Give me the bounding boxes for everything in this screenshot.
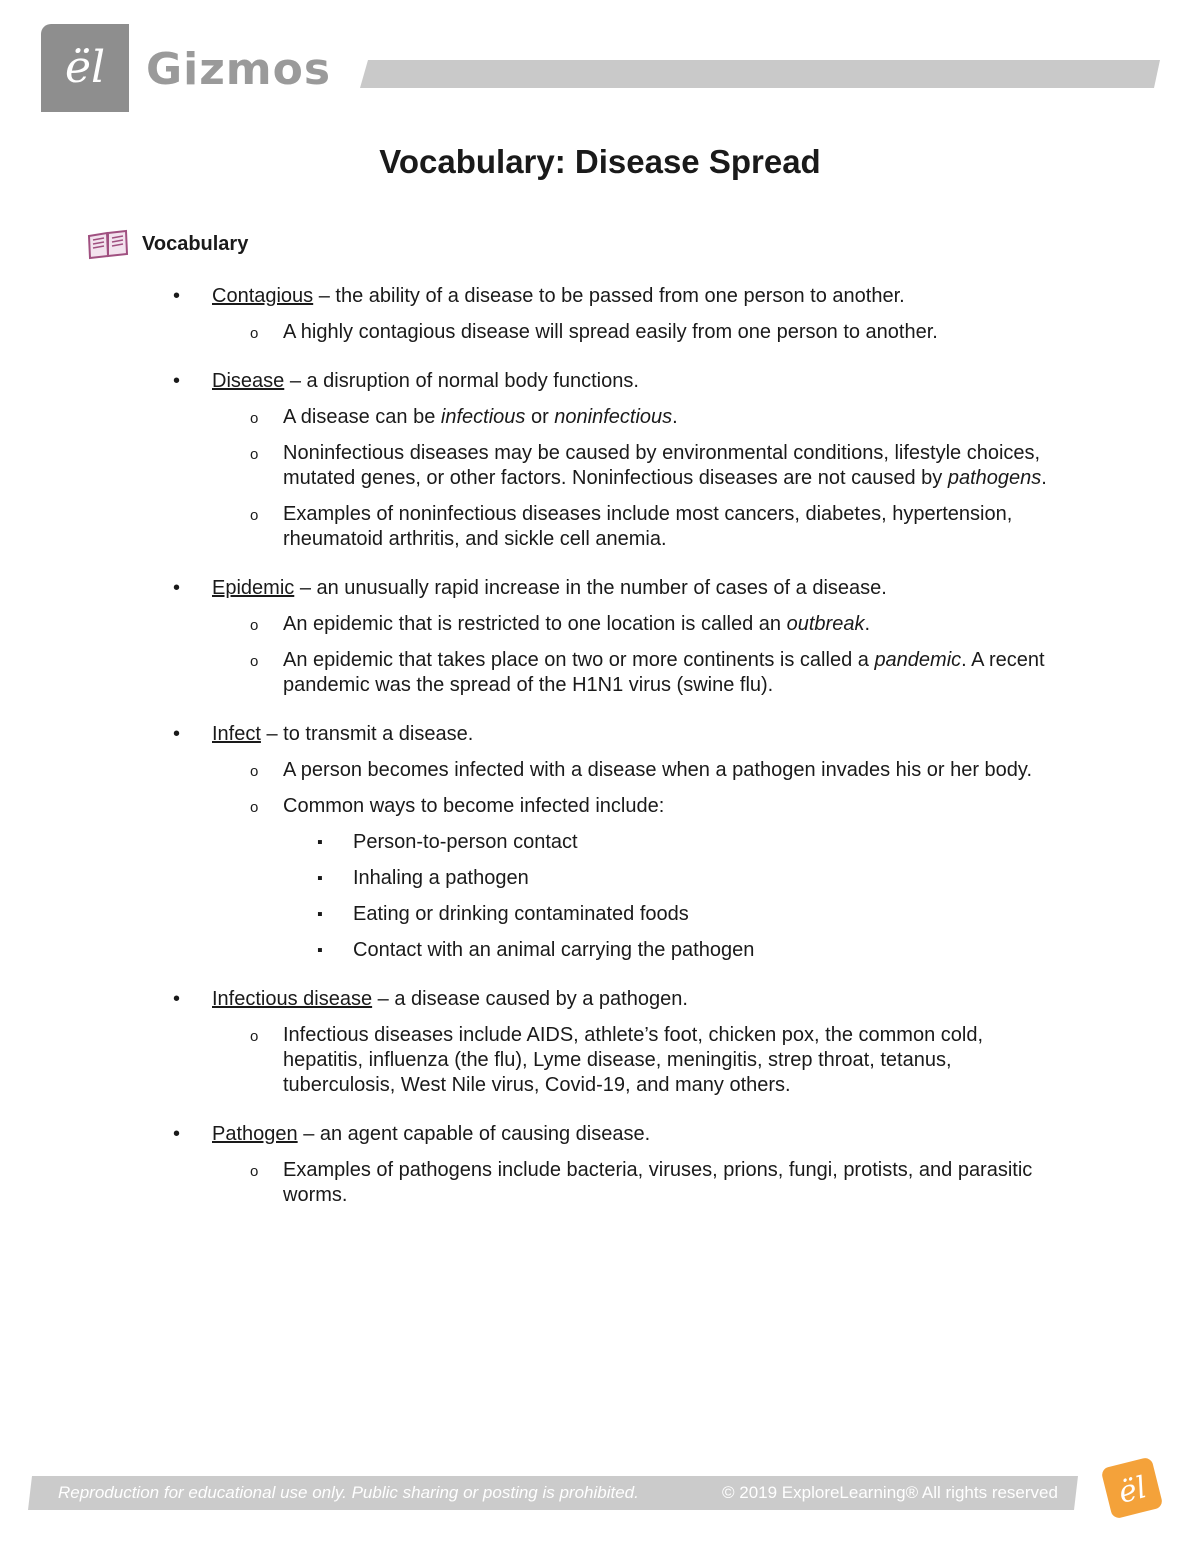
list-item (0, 502, 1200, 552)
list-item (0, 902, 1200, 927)
note-text: Common ways to become infected include: (283, 795, 665, 817)
term-epidemic (0, 576, 1200, 698)
term-line (0, 722, 1200, 747)
book-icon (86, 229, 130, 261)
term-infectious-disease (0, 987, 1200, 1098)
circle-bullet-icon: o (250, 763, 259, 780)
note-text: A person becomes infected with a disease when a pathogen invades his or her body. (283, 759, 1032, 781)
bullet-icon: • (173, 988, 181, 1010)
note-text: Infectious diseases include AIDS, athlete’s foot, chicken pox, the common cold, hepatitis, influenza (the flu), Lyme disease, meningitis, strep throat, tetanus, tuberculosis, West Nile virus, Covid-19, and many others. (283, 1024, 984, 1096)
square-bullet-icon: ▪ (317, 906, 323, 923)
term-word: Contagious (212, 285, 314, 307)
bullet-icon: • (173, 723, 181, 745)
way-text: Contact with an animal carrying the pathogen (353, 939, 755, 961)
term-definition: – a disruption of normal body functions. (284, 370, 639, 392)
circle-bullet-icon: o (250, 507, 259, 524)
note-text: Examples of noninfectious diseases include most cancers, diabetes, hypertension, rheumatoid arthritis, and sickle cell anemia. (283, 503, 1013, 550)
note-text: A highly contagious disease will spread easily from one person to another. (283, 321, 938, 343)
circle-bullet-icon: o (250, 799, 259, 816)
way-text: Eating or drinking contaminated foods (353, 903, 689, 925)
footer-notice: Reproduction for educational use only. Public sharing or posting is prohibited. (58, 1483, 639, 1502)
term-definition: – a disease caused by a pathogen. (372, 988, 688, 1010)
bullet-icon: • (173, 1123, 181, 1145)
note-text: An epidemic that is restricted to one location is called an outbreak. (283, 613, 871, 635)
bullet-icon: • (173, 285, 181, 307)
list-item (0, 1158, 1200, 1208)
term-definition: – to transmit a disease. (260, 723, 474, 745)
way-text: Inhaling a pathogen (353, 867, 529, 889)
circle-bullet-icon: o (250, 1163, 259, 1180)
footer-copyright: © 2019 ExploreLearning® All rights reserved (722, 1483, 1058, 1502)
term-line (0, 987, 1200, 1012)
bullet-icon: • (173, 370, 181, 392)
term-definition: – an agent capable of causing disease. (297, 1123, 651, 1145)
bullet-icon: • (173, 577, 181, 599)
gizmos-logo (41, 24, 129, 112)
square-bullet-icon: ▪ (317, 942, 323, 959)
circle-bullet-icon: o (250, 325, 259, 342)
term-word: Infect (212, 723, 261, 745)
list-item (0, 1023, 1200, 1098)
list-item (0, 441, 1200, 491)
note-text: An epidemic that takes place on two or more continents is called a pandemic. A recent pandemic was the spread of the H1N1 virus (swine flu). (283, 649, 1045, 696)
list-item (0, 320, 1200, 345)
list-item (0, 794, 1200, 819)
vocabulary-list (0, 284, 1200, 1232)
term-word: Infectious disease (212, 988, 373, 1010)
note-text: Noninfectious diseases may be caused by environmental conditions, lifestyle choices, mutated genes, or other factors. Noninfectious diseases are not caused by pathogens. (283, 442, 1047, 489)
term-line (0, 284, 1200, 309)
term-line (0, 1122, 1200, 1147)
way-text: Person-to-person contact (353, 831, 578, 853)
term-pathogen (0, 1122, 1200, 1208)
term-word: Pathogen (212, 1123, 298, 1145)
header-decorative-bar (360, 60, 1160, 88)
list-item (0, 830, 1200, 855)
term-word: Epidemic (212, 577, 295, 599)
square-bullet-icon: ▪ (317, 834, 323, 851)
circle-bullet-icon: o (250, 617, 259, 634)
term-definition: – an unusually rapid increase in the number of cases of a disease. (294, 577, 887, 599)
term-word: Disease (212, 370, 285, 392)
list-item (0, 405, 1200, 430)
list-item (0, 758, 1200, 783)
term-line (0, 576, 1200, 601)
page-title: Vocabulary: Disease Spread (379, 143, 821, 180)
term-line (0, 369, 1200, 394)
term-disease (0, 369, 1200, 552)
brand-name: Gizmos (146, 44, 332, 95)
term-contagious (0, 284, 1200, 345)
circle-bullet-icon: o (250, 446, 259, 463)
circle-bullet-icon: o (250, 410, 259, 427)
circle-bullet-icon: o (250, 1028, 259, 1045)
list-item (0, 938, 1200, 963)
list-item (0, 866, 1200, 891)
term-definition: – the ability of a disease to be passed from one person to another. (313, 285, 905, 307)
explorelearning-logo-icon (1096, 1452, 1168, 1524)
section-heading: Vocabulary (142, 233, 249, 255)
note-text: Examples of pathogens include bacteria, viruses, prions, fungi, protists, and parasitic worms. (283, 1159, 1033, 1206)
list-item (0, 612, 1200, 637)
circle-bullet-icon: o (250, 653, 259, 670)
note-text: A disease can be infectious or noninfectious. (283, 406, 678, 428)
square-bullet-icon: ▪ (317, 870, 323, 887)
logo-glyph: ël (64, 42, 106, 93)
term-infect (0, 722, 1200, 963)
footer-logo-glyph: ël (1115, 1470, 1151, 1511)
list-item (0, 648, 1200, 698)
